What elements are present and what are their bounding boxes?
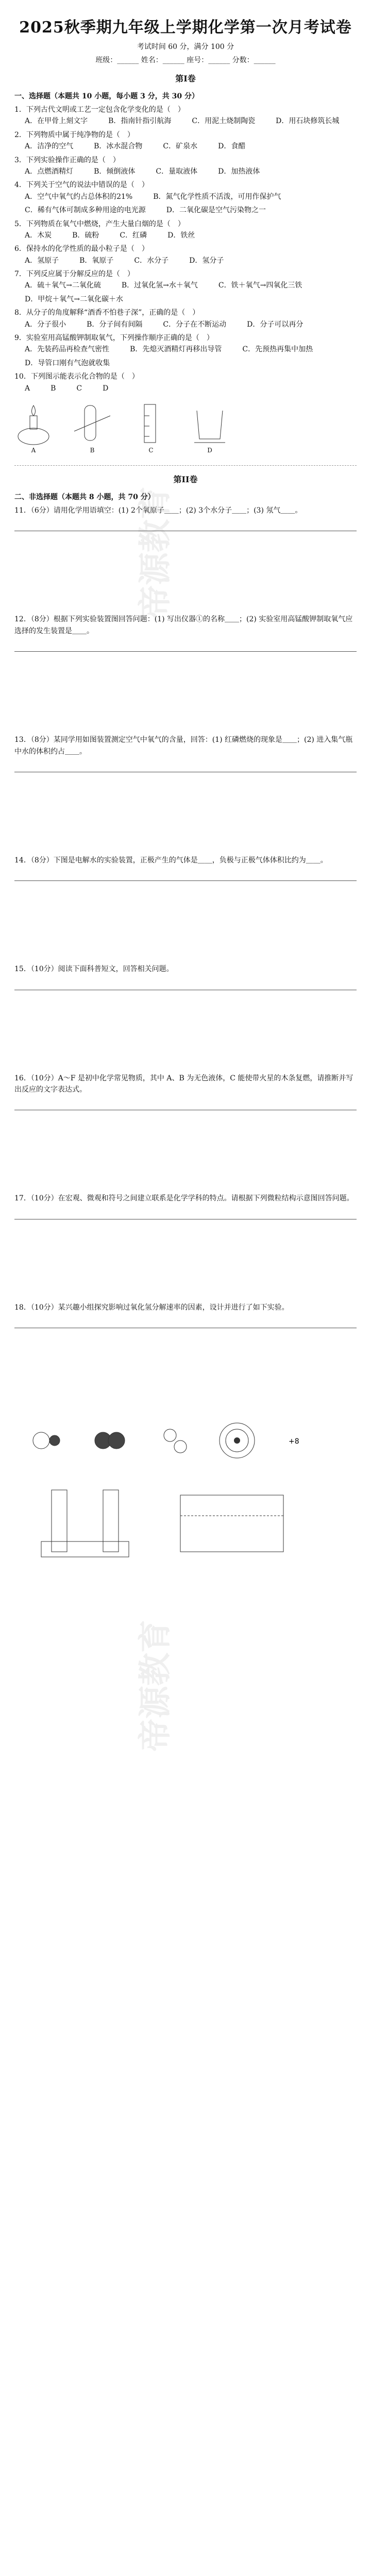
option: A．洁净的空气	[25, 142, 74, 151]
part-one-label: 第I卷	[175, 74, 196, 83]
option: B	[50, 384, 56, 393]
option: A．氢原子	[25, 256, 59, 265]
option: B．先熄灭酒精灯再移出导管	[130, 345, 222, 354]
option-row	[14, 280, 357, 305]
option: A．在甲骨上刻文字	[25, 117, 88, 126]
option: A．先装药品再检查气密性	[25, 345, 110, 354]
answer-line[interactable]	[14, 1316, 357, 1328]
measuring-cylinder-icon	[128, 400, 174, 447]
option: D．分子可以再分	[247, 320, 303, 329]
option-row	[14, 344, 357, 369]
svg-text:+8: +8	[289, 1437, 299, 1446]
option: C	[76, 384, 82, 393]
question-stem: 7．下列反应属于分解反应的是（ ）	[14, 270, 134, 279]
option: C．铁＋氧气→四氧化三铁	[218, 281, 302, 290]
option: C．先预热再集中加热	[242, 345, 313, 354]
option-row	[14, 319, 357, 330]
apparatus-figure: D	[187, 400, 233, 454]
apparatus-figure: A	[10, 400, 57, 454]
answer-line[interactable]	[14, 978, 357, 990]
question-stem: 6．保持水的化学性质的最小粒子是（ ）	[14, 245, 149, 253]
mcq-item	[14, 179, 357, 216]
molecule-figures	[0, 1411, 371, 1476]
option: A．木炭	[25, 231, 52, 240]
option: C．红磷	[120, 231, 147, 240]
option: D．用石块修筑长城	[276, 117, 340, 126]
option: A．分子很小	[25, 320, 66, 329]
electrolysis-figure	[0, 1476, 371, 1571]
exam-title: 2025秋季期九年级上学期化学第一次月考试卷	[19, 19, 352, 37]
question-stem: 1．下列古代文明或工艺一定包含化学变化的是（ ）	[14, 105, 185, 114]
option-row	[14, 191, 357, 216]
molecule-models-icon	[10, 1415, 319, 1471]
option: D．氢分子	[189, 256, 224, 265]
part-two-head: 二、非选择题（本题共 8 小题，共 70 分）	[14, 493, 155, 501]
open-question-list	[14, 505, 357, 1328]
mcq-item	[14, 129, 357, 152]
answer-line[interactable]	[14, 869, 357, 881]
option: D．二氧化碳是空气污染物之一	[166, 206, 266, 215]
mcq-item	[14, 332, 357, 369]
option-row	[14, 115, 357, 127]
section-divider	[14, 465, 357, 466]
open-question: 16．（10分）A～F 是初中化学常见物质，其中 A、B 为无色液体，C 能使带火星的木条复燃，请推断并写出反应的文字表达式。	[14, 1074, 353, 1094]
option: A．点燃酒精灯	[25, 167, 74, 176]
part-one-head: 一、选择题（本题共 10 小题，每小题 3 分，共 30 分）	[14, 92, 199, 100]
question-stem: 9．实验室用高锰酸钾制取氧气，下列操作顺序正确的是（ ）	[14, 334, 214, 343]
option: C．量取液体	[156, 167, 198, 176]
option: A．硫＋氧气→二氧化硫	[25, 281, 101, 290]
option: C．水分子	[134, 256, 169, 265]
mcq-item	[14, 268, 357, 305]
option: C．矿泉水	[163, 142, 198, 151]
option: C．分子在不断运动	[163, 320, 227, 329]
open-question: 11．（6分）请用化学用语填空：(1) 2个氧原子＿＿；(2) 3个水分子＿＿；(3) 氖气＿＿。	[14, 506, 302, 515]
option-row	[14, 230, 357, 241]
option: B．氮气化学性质不活泼，可用作保护气	[153, 192, 281, 201]
part-one	[0, 72, 371, 394]
alcohol-lamp-icon	[10, 400, 57, 447]
answer-line[interactable]	[14, 1208, 357, 1219]
watermark: 帝源教育	[136, 486, 175, 618]
mcq-item	[14, 218, 357, 242]
open-question: 14．（8分）下图是电解水的实验装置，正极产生的气体是＿＿，负极与正极气体体积比约为＿＿。	[14, 856, 328, 865]
question-stem: 5．下列物质在氧气中燃烧，产生大量白烟的是（ ）	[14, 219, 185, 228]
option: B．氧原子	[79, 256, 114, 265]
electrolysis-apparatus-icon	[10, 1480, 319, 1567]
beaker-heating-icon	[187, 400, 233, 447]
open-question: 18．（10分）某兴趣小组探究影响过氧化氢分解速率的因素，设计并进行了如下实验。	[14, 1303, 289, 1312]
option: D．甲烷＋氧气→二氧化碳＋水	[25, 295, 123, 303]
option: B．分子间有间隔	[87, 320, 143, 329]
apparatus-figure: B	[69, 400, 115, 454]
option: C．稀有气体可制成多种用途的电光源	[25, 206, 146, 215]
option: D．铁丝	[167, 231, 195, 240]
answer-line[interactable]	[14, 760, 357, 772]
question-stem: 8．从分子的角度解释“酒香不怕巷子深”，正确的是（ ）	[14, 309, 200, 317]
student-info: 班级：______ 姓名：______ 座号：______ 分数：______	[95, 56, 276, 64]
option: D．导管口刚有气泡就收集	[25, 359, 110, 367]
answer-line[interactable]	[14, 640, 357, 652]
option: A．空气中氧气约占总体积的21%	[25, 192, 133, 201]
watermark: 帝源教育	[136, 1620, 175, 1752]
question-stem: 4．下列关于空气的说法中错误的是（ ）	[14, 181, 149, 190]
answer-line[interactable]	[14, 1098, 357, 1110]
option-row	[14, 166, 357, 177]
answer-line[interactable]	[14, 519, 357, 531]
option: B．倾倒液体	[94, 167, 136, 176]
apparatus-figures	[0, 396, 371, 458]
mcq-item	[14, 104, 357, 127]
option: D．加热液体	[218, 167, 260, 176]
option-row	[14, 255, 357, 266]
open-question: 15．（10分）阅读下面科普短文，回答相关问题。	[14, 965, 174, 974]
option: A	[25, 384, 30, 393]
open-question: 13．（8分）某同学用如图装置测定空气中氧气的含量，回答：(1) 红磷燃烧的现象是＿＿；(2) 进入集气瓶中水的体积约占＿＿。	[14, 736, 353, 756]
option: B．指南针指引航海	[108, 117, 172, 126]
option-row	[14, 141, 357, 152]
option-row	[14, 383, 357, 394]
option: B．冰水混合物	[94, 142, 143, 151]
exam-meta: 考试时间 60 分，满分 100 分	[137, 43, 234, 51]
option: C．用泥土烧制陶瓷	[192, 117, 256, 126]
mcq-list	[14, 104, 357, 394]
mcq-item	[14, 155, 357, 178]
option: D．食醋	[218, 142, 246, 151]
option: B．过氧化氢→水＋氧气	[121, 281, 198, 290]
question-stem: 10．下列图示能表示化合物的是（ ）	[14, 372, 139, 381]
mcq-item	[14, 371, 357, 394]
open-question: 12．（8分）根据下列实验装置图回答问题：(1) 写出仪器①的名称＿＿；(2) 实验室用高锰酸钾制取氧气应选择的发生装置是＿＿。	[14, 615, 353, 635]
question-stem: 3．下列实验操作正确的是（ ）	[14, 156, 120, 164]
apparatus-figure: C	[128, 400, 174, 454]
option: D	[103, 384, 109, 393]
part-two	[0, 473, 371, 1328]
mcq-item	[14, 307, 357, 330]
question-stem: 2．下列物质中属于纯净物的是（ ）	[14, 130, 134, 139]
part-two-label: 第II卷	[173, 474, 198, 484]
test-tube-icon	[69, 400, 115, 447]
open-question: 17．（10分）在宏观、微观和符号之间建立联系是化学学科的特点。请根据下列微粒结构示意图回答问题。	[14, 1194, 354, 1203]
option: B．硫粉	[72, 231, 99, 240]
mcq-item	[14, 243, 357, 266]
